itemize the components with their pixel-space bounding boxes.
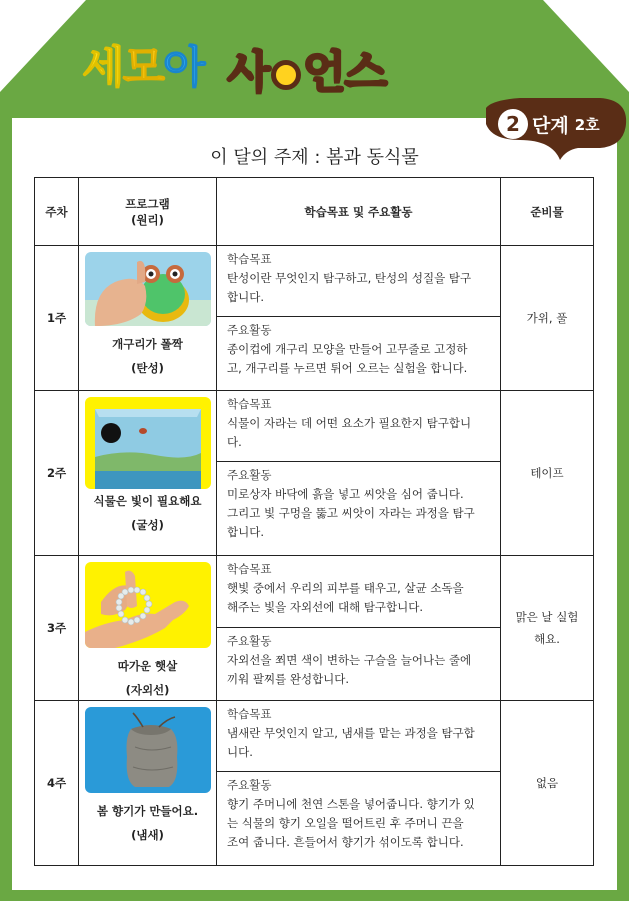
logo-char-1: 세 (82, 42, 123, 93)
goal-line: 식물이 자라는 데 어떤 요소가 필요한지 탐구합니 (227, 416, 472, 430)
activity-line: 고, 개구리를 누르면 튀어 오르는 실험을 합니다. (227, 361, 468, 375)
activity-line: 향기 주머니에 천연 스톤을 넣어줍니다. 향기가 있 (227, 797, 475, 811)
activity-cell (217, 462, 501, 556)
level-badge (494, 104, 620, 144)
logo-sci-3: 언 (303, 47, 345, 98)
table-row (35, 391, 594, 462)
magnifier-icon (271, 60, 301, 90)
program-principle: (탄성) (131, 361, 164, 375)
logo-semoa (82, 40, 204, 96)
goal-cell (217, 701, 501, 772)
goal-line: 니다. (227, 745, 253, 759)
activity-title: 주요활동 (227, 468, 272, 482)
materials-line: 맑은 날 실험 (515, 610, 579, 624)
program-cell (79, 391, 217, 556)
activity-cell (217, 628, 501, 701)
program-principle: (굴성) (131, 518, 164, 532)
activity-cell (217, 317, 501, 391)
goal-line: 다. (227, 435, 242, 449)
program-cell (79, 556, 217, 701)
week-cell: 2주 (35, 391, 79, 556)
header-program-label: 프로그램 (125, 196, 170, 211)
activity-line: 그리고 빛 구멍을 뚫고 씨앗이 자라는 과정을 탐구 (227, 506, 475, 520)
page-title: 이 달의 주제 : 봄과 동식물 (210, 147, 419, 168)
materials-cell (501, 701, 594, 866)
goal-cell (217, 391, 501, 462)
level-label: 단계 (532, 114, 569, 137)
header-program-sub: (원리) (131, 212, 164, 227)
materials-line: 해요. (534, 632, 560, 646)
materials-cell (501, 246, 594, 391)
goal-line: 냄새란 무엇인지 알고, 냄새를 맡는 과정을 탐구합 (227, 726, 475, 740)
goal-title: 학습목표 (227, 707, 272, 721)
level-number: 2 (498, 109, 528, 139)
program-name: 따가운 햇살 (117, 659, 178, 673)
activity-line: 종이컵에 개구리 모양을 만들어 고무줄로 고정하 (227, 342, 468, 356)
uv-bracelet-photo (85, 562, 211, 648)
program-name: 식물은 빛이 필요해요 (93, 494, 202, 508)
goal-line: 햇빛 중에서 우리의 피부를 태우고, 살균 소독을 (227, 581, 464, 595)
goal-title: 학습목표 (227, 252, 272, 266)
header-week: 주차 (35, 178, 79, 246)
activity-line: 는 식물의 향기 오일을 떨어트린 후 주머니 끈을 (227, 816, 464, 830)
materials-cell (501, 391, 594, 556)
activity-title: 주요활동 (227, 778, 272, 792)
program-name: 봄 향기가 만들어요. (96, 804, 199, 818)
activity-cell (217, 772, 501, 866)
activity-line: 조여 줍니다. 흔들어서 향기가 섞이도록 합니다. (227, 835, 464, 849)
table-row (35, 556, 594, 628)
goal-cell (217, 556, 501, 628)
header-program (79, 178, 217, 246)
materials-line: 가위, 풀 (526, 311, 568, 325)
activity-line: 미로상자 바닥에 흙을 넣고 씨앗을 심어 줍니다. (227, 487, 464, 501)
goal-cell (217, 246, 501, 317)
logo-char-2: 모 (122, 42, 164, 93)
frog-cup-photo (85, 252, 211, 326)
week-cell: 3주 (35, 556, 79, 701)
program-cell (79, 246, 217, 391)
activity-title: 주요활동 (227, 323, 272, 337)
maze-box-photo (85, 397, 211, 489)
logo-sci-4: 스 (344, 47, 387, 98)
table-header-row (35, 178, 594, 246)
week-cell: 1주 (35, 246, 79, 391)
materials-cell (501, 556, 594, 701)
program-cell (79, 701, 217, 866)
program-principle: (자외선) (125, 683, 170, 697)
table-row (35, 246, 594, 317)
curriculum-table (34, 177, 594, 866)
materials-line: 없음 (535, 776, 559, 790)
program-principle: (냄새) (131, 828, 164, 842)
week-cell: 4주 (35, 701, 79, 866)
goal-line: 탄성이란 무엇인지 탐구하고, 탄성의 성질을 탐구 (227, 271, 472, 285)
goal-line: 합니다. (227, 290, 264, 304)
activity-line: 끼워 팔찌를 완성합니다. (227, 672, 350, 686)
program-name: 개구리가 폴짝 (112, 337, 183, 351)
brand-logo (82, 38, 386, 98)
header-materials: 준비물 (501, 178, 594, 246)
activity-line: 자외선을 쬐면 색이 변하는 구슬을 늘어나는 줄에 (227, 653, 472, 667)
logo-sci-1: 사 (227, 47, 270, 98)
goal-line: 해주는 빛을 자외선에 대해 탐구합니다. (227, 600, 424, 614)
logo-char-3: 아 (163, 42, 204, 93)
header-goals: 학습목표 및 주요활동 (217, 178, 501, 246)
logo-science (228, 36, 387, 100)
materials-line: 테이프 (530, 466, 564, 480)
table-row (35, 701, 594, 772)
activity-line: 합니다. (227, 525, 264, 539)
activity-title: 주요활동 (227, 634, 272, 648)
scent-pouch-photo (85, 707, 211, 793)
goal-title: 학습목표 (227, 562, 272, 576)
issue-label: 2호 (574, 115, 600, 134)
goal-title: 학습목표 (227, 397, 272, 411)
